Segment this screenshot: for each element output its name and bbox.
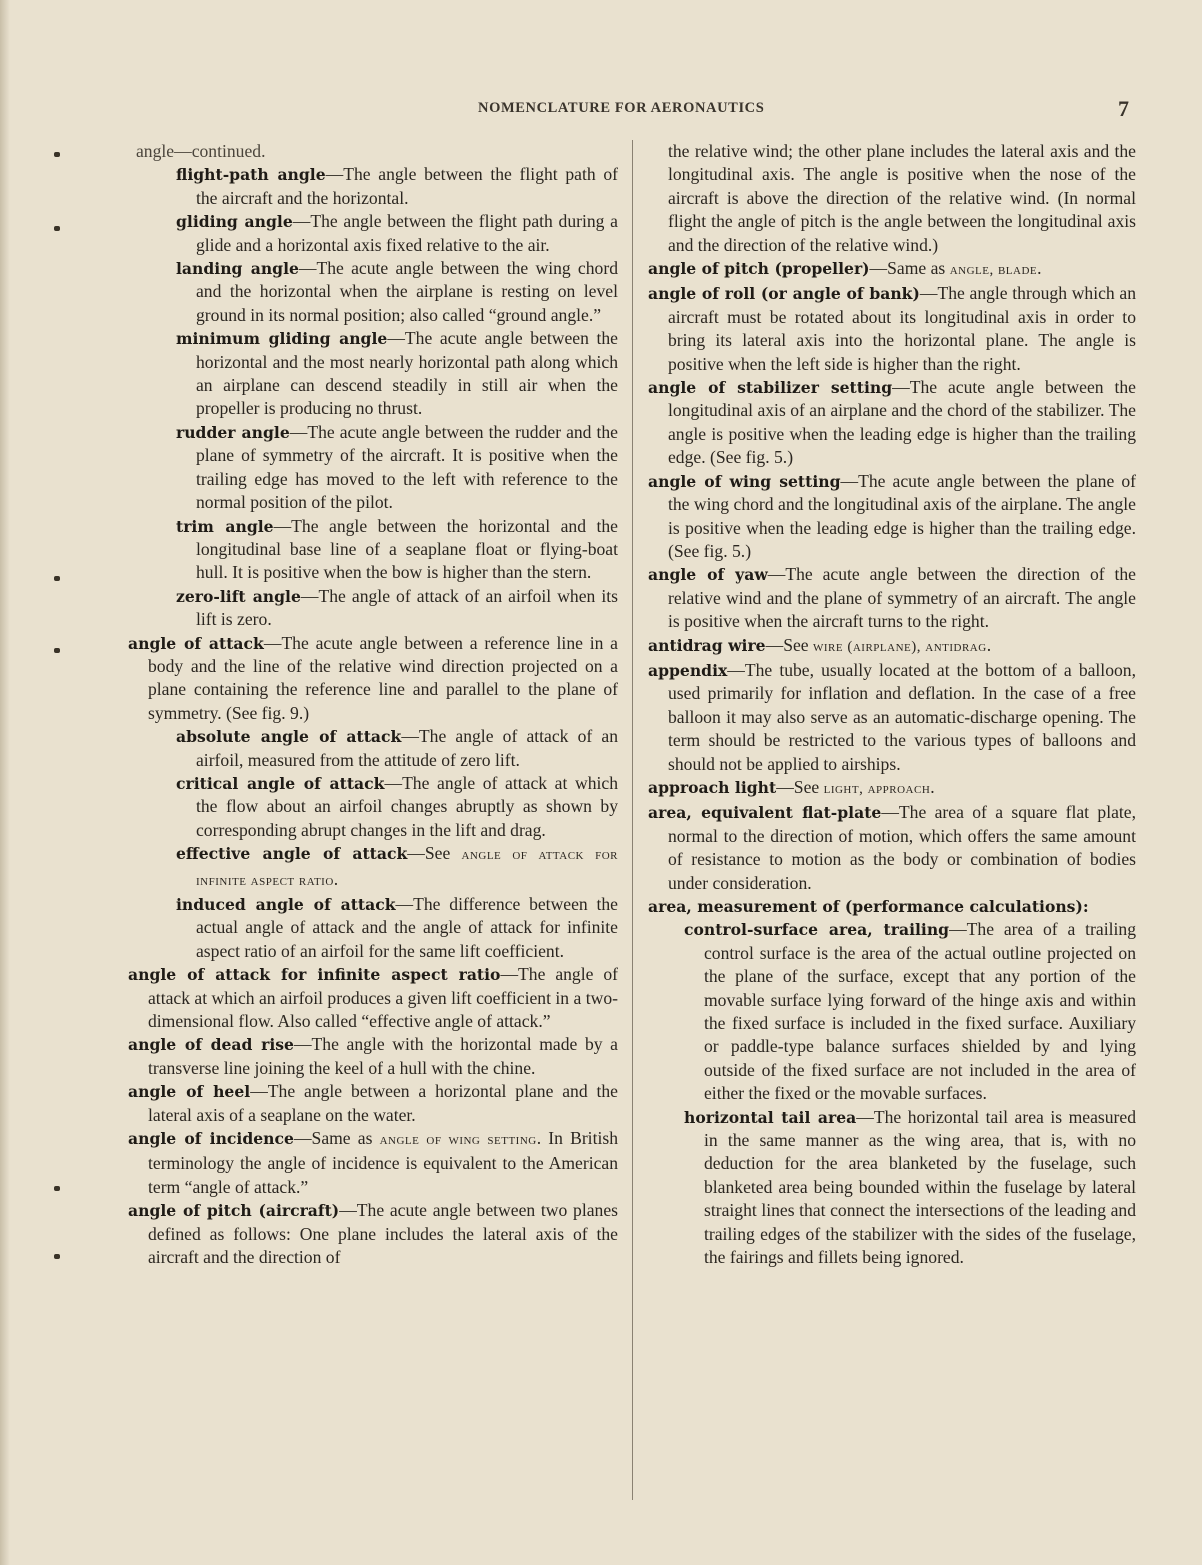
entry-definition-tail: . In British terminology the angle of incidence is equivalent to the American term “angle of attack.”	[148, 1128, 618, 1197]
entry-definition: —The acute angle between the rudder and the plane of symmetry of the aircraft. It is positive when the trailing edge has moved to the left with reference to the normal position of the pilot.	[196, 421, 618, 513]
glossary-entry	[128, 257, 618, 327]
entry-definition: —The acute angle between the longitudinal axis of an airplane and the chord of the stabilizer. The angle is positive when the leading edge is higher than the trailing edge. (See fig. 5.)	[668, 377, 1136, 468]
page-number: 7	[1118, 96, 1129, 121]
entry-term: antidrag wire	[648, 635, 766, 655]
glossary-entry	[128, 515, 618, 585]
entry-term: angle of dead rise	[128, 1035, 294, 1055]
margin-mark	[54, 1254, 60, 1259]
entry-term: gliding angle	[176, 212, 293, 232]
entry-term: angle of roll (or angle of bank)	[648, 284, 920, 304]
glossary-entry	[648, 918, 1136, 1105]
glossary-entry	[128, 725, 618, 772]
margin-mark	[54, 648, 60, 653]
entry-term: area, equivalent flat-plate	[648, 803, 882, 823]
entry-definition-tail: .	[1037, 258, 1042, 279]
entry-term: flight-path angle	[176, 165, 326, 185]
margin-mark	[54, 576, 60, 581]
entry-term: horizontal tail area	[684, 1107, 857, 1127]
entry-term: angle of attack	[128, 633, 264, 653]
entry-definition: —Same as	[869, 258, 950, 279]
entry-term: angle of pitch (aircraft)	[128, 1201, 340, 1221]
entry-term: critical angle of attack	[176, 773, 385, 793]
entry-definition: —The acute angle between two planes defined as follows: One plane includes the lateral axis of the aircraft and the direction of	[148, 1200, 618, 1268]
glossary-entry	[648, 801, 1136, 895]
glossary-entry	[128, 210, 618, 257]
margin-mark	[54, 1186, 60, 1191]
entry-definition: —The tube, usually located at the bottom of a balloon, used primarily for inflation and deflation. In the case of a free balloon it may also serve as an automatic-discharge opening. The term should be restricted to the various types of balloons and should not be applied to airships.	[668, 659, 1136, 774]
entry-definition-tail: .	[986, 634, 992, 655]
entry-definition: —The angle of attack at which the flow about an airfoil changes abruptly as shown by corresponding abrupt changes in the lift and drag.	[196, 772, 618, 840]
glossary-entry	[648, 140, 1136, 257]
cross-reference: angle of attack for infinite aspect ratio	[196, 847, 618, 889]
entry-definition-tail: .	[333, 868, 339, 889]
entry-definition: —The angle of attack of an airfoil, measured from the attitude of zero lift.	[196, 726, 618, 770]
entry-term: control-surface area, trailing	[684, 920, 950, 940]
entry-term: angle of pitch (propeller)	[648, 259, 870, 279]
entry-term: approach light	[648, 777, 777, 797]
running-head: NOMENCLATURE FOR AERONAUTICS	[478, 100, 765, 116]
entry-definition: —The angle with the horizontal made by a transverse line joining the keel of a hull with the chine.	[148, 1034, 618, 1078]
entry-term: absolute angle of attack	[176, 727, 402, 747]
entry-definition: —The angle between the flight path during a glide and a horizontal axis fixed relative to the air.	[196, 211, 618, 255]
entry-definition: —The difference between the actual angle of attack and the angle of attack for infinite aspect ratio of an airfoil for the same lift coefficient.	[196, 894, 618, 961]
left-column	[128, 140, 618, 1270]
margin-mark	[54, 152, 60, 157]
entry-term: angle of stabilizer setting	[648, 378, 893, 398]
glossary-entry	[648, 376, 1136, 470]
entry-definition: —The acute angle between a reference line in a body and the line of the relative wind direction projected on a plane containing the reference line and parallel to the plane of symmetry. (See fig. 9.)	[148, 632, 618, 723]
glossary-entry	[128, 632, 618, 726]
glossary-entry	[128, 963, 618, 1033]
cross-reference: angle, blade	[949, 262, 1038, 279]
entry-term: trim angle	[176, 516, 274, 536]
entry-term: zero-lift angle	[176, 586, 301, 606]
entry-definition: —continued.	[174, 141, 266, 161]
glossary-entry	[128, 772, 618, 842]
entry-term: angle	[136, 141, 175, 161]
entry-term: angle of yaw	[648, 565, 768, 585]
glossary-entry	[128, 1127, 618, 1199]
entry-definition: —The horizontal tail area is measured in the same manner as the wing area, that is, with no deduction for the area blanketed by the fuselage, such blanketed area being bounded within the fuselage by lateral straight lines that connect the intersections of the leading and trailing edges of the stabilizer with the sides of the fuselage, the fairings and fillets being ignored.	[704, 1106, 1136, 1268]
entry-term: effective angle of attack	[176, 844, 408, 864]
glossary-entry	[128, 140, 618, 163]
entry-term: angle of wing setting	[648, 471, 841, 491]
cross-reference: wire (airplane), antidrag	[813, 638, 987, 655]
entry-term: minimum gliding angle	[176, 329, 388, 349]
glossary-entry	[648, 282, 1136, 376]
glossary-entry	[648, 776, 1136, 801]
glossary-entry	[128, 1033, 618, 1080]
entry-term: landing angle	[176, 259, 299, 279]
entry-definition: —The acute angle between the horizontal and the most nearly horizontal path along which an airplane can descend steadily in still air when the propeller is producing no thrust.	[196, 328, 618, 419]
entry-definition: —The acute angle between the direction of the relative wind and the plane of symmetry of an aircraft. The angle is positive when the aircraft turns to the right.	[668, 564, 1136, 632]
glossary-entry	[648, 257, 1136, 282]
glossary-entry	[128, 893, 618, 963]
page-edge-shadow	[0, 0, 10, 1565]
glossary-entry	[648, 1106, 1136, 1270]
glossary-entry	[128, 585, 618, 632]
entry-definition: —Same as	[293, 1128, 380, 1149]
cross-reference: angle of wing setting	[379, 1132, 537, 1149]
margin-mark	[54, 226, 60, 231]
entry-term: angle of attack for infinite aspect ratio	[128, 965, 501, 985]
glossary-entry	[128, 327, 618, 421]
entry-term: rudder angle	[176, 422, 290, 442]
glossary-entry	[648, 470, 1136, 564]
entry-definition: —The acute angle between the wing chord and the horizontal when the airplane is resting on level ground in its normal position; also called “ground angle.”	[196, 258, 618, 325]
glossary-entry	[128, 163, 618, 210]
entry-term: area, measurement of (performance calculations):	[648, 897, 1089, 916]
entry-definition: —The angle between the horizontal and the longitudinal base line of a seaplane float or flying-boat hull. It is positive when the bow is higher than the stern.	[196, 515, 618, 583]
entry-definition: —The angle of attack of an airfoil when its lift is zero.	[196, 585, 618, 630]
entry-term: appendix	[648, 660, 728, 680]
entry-definition: —The acute angle between the plane of the wing chord and the longitudinal axis of the airplane. The angle is positive when the leading edge is higher than the trailing edge. (See fig. 5.)	[668, 470, 1136, 561]
entry-definition: —See	[776, 776, 824, 797]
entry-definition: —The area of a trailing control surface is the area of the actual outline projected on the plane of the surface, except that any portion of the movable surface lying forward of the hinge axis and within the fixed surface is included in the fixed surface. Auxiliary or paddle-type balance surfaces shielded by and lying outside of the fixed surface are not included in the area of either the fixed or the movable surfaces.	[704, 919, 1136, 1104]
entry-definition-tail: .	[930, 776, 935, 797]
glossary-entry	[128, 1080, 618, 1127]
entry-definition: —See	[407, 843, 462, 864]
entry-term: angle of incidence	[128, 1129, 294, 1149]
entry-term: induced angle of attack	[176, 895, 396, 914]
column-divider	[632, 140, 633, 1500]
glossary-entry	[648, 895, 1136, 918]
entry-definition: —The angle between a horizontal plane and the lateral axis of a seaplane on the water.	[148, 1081, 618, 1125]
glossary-entry	[648, 659, 1136, 776]
entry-definition: —The angle through which an aircraft must be rotated about its longitudinal axis in order to bring its lateral axis into the horizontal plane. The angle is positive when the left side is higher than the right.	[668, 283, 1136, 374]
entry-definition: —The angle of attack at which an airfoil produces a given lift coefficient in a two-dimensional flow. Also called “effective angle of attack.”	[148, 964, 618, 1032]
glossary-entry	[648, 634, 1136, 659]
entry-definition: —The angle between the flight path of the aircraft and the horizontal.	[196, 164, 619, 208]
entry-definition: the relative wind; the other plane includes the lateral axis and the longitudinal axis. The angle is positive when the nose of the aircraft is above the direction of the relative wind. (In normal flight the angle of pitch is the angle between the longitudinal axis and the direction of the relative wind.)	[668, 141, 1136, 255]
glossary-entry	[648, 563, 1136, 633]
entry-definition: —The area of a square flat plate, normal to the direction of motion, which offers the same amount of resistance to motion as the body or combination of bodies under consideration.	[668, 802, 1136, 893]
right-column	[648, 140, 1136, 1270]
glossary-entry	[128, 1199, 618, 1269]
glossary-entry	[128, 421, 618, 515]
page-header	[0, 96, 1202, 126]
entry-definition: —See	[765, 634, 814, 655]
glossary-entry	[128, 842, 618, 893]
cross-reference: light, approach	[823, 780, 931, 797]
entry-term: angle of heel	[128, 1082, 251, 1102]
